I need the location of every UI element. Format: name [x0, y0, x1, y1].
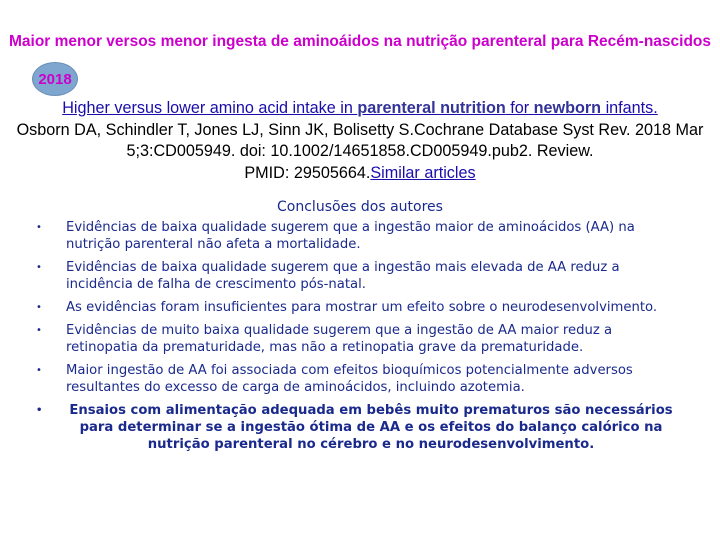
bullet-text: Maior ingestão de AA foi associada com efeitos bioquímicos potencialmente adversos resultantes do excesso de carga de aminoácidos, incluindo azotemia.: [66, 363, 633, 395]
bullet-icon: •: [36, 365, 42, 376]
conclusions-list: [36, 219, 676, 459]
list-item: [36, 362, 676, 396]
bullet-icon: •: [36, 302, 42, 313]
list-item: [36, 259, 676, 293]
bullet-text: Evidências de baixa qualidade sugerem que a ingestão maior de aminoácidos (AA) na nutrição parenteral não afeta a mortalidade.: [66, 220, 635, 252]
bullet-icon: •: [36, 405, 43, 416]
reference-title-part3: for: [505, 99, 534, 117]
list-item: [36, 322, 676, 356]
year-badge: 2018: [32, 62, 78, 96]
bullet-text: Ensaios com alimentação adequada em bebês muito prematuros são necessários para determinar se a ingestão ótima de AA e os efeitos do balanço calórico na nutrição parenteral no cérebro e no neurodesenvolvimento.: [69, 403, 673, 452]
similar-articles-link[interactable]: Similar articles: [370, 163, 476, 182]
bullet-icon: •: [36, 325, 42, 336]
bullet-text: As evidências foram insuficientes para mostrar um efeito sobre o neurodesenvolvimento.: [66, 300, 658, 315]
reference-title-part5: infants.: [601, 99, 658, 117]
conclusions-heading: Conclusões dos autores: [277, 199, 443, 215]
list-item: [36, 402, 676, 453]
reference-title-part1: Higher versus lower amino acid intake in: [62, 99, 358, 117]
reference-authors: Osborn DA, Schindler T, Jones LJ, Sinn JK, Bolisetty S.Cochrane Database Syst Rev. 2018 Mar 5;3:CD005949. doi: 10.1002/14651858.CD005949.pub2. Review.: [16, 120, 704, 160]
reference-title-part4: newborn: [533, 99, 602, 117]
reference-pmid: PMID: 29505664.: [244, 163, 371, 182]
bullet-text: Evidências de baixa qualidade sugerem que a ingestão mais elevada de AA reduz a incidência de falha de crescimento pós-natal.: [66, 260, 620, 292]
list-item: [36, 299, 676, 316]
list-item: [36, 219, 676, 253]
bullet-icon: •: [36, 262, 42, 273]
reference-title[interactable]: [62, 99, 658, 117]
bullet-text: Evidências de muito baixa qualidade sugerem que a ingestão de AA maior reduz a retinopatia da prematuridade, mas não a retinopatia grave da prematuridade.: [66, 323, 613, 355]
reference-title-part2: parenteral nutrition: [357, 99, 506, 117]
slide-title: Maior menor versos menor ingesta de aminoáidos na nutrição parenteral para Recém-nascidos: [8, 33, 712, 50]
reference-block: [0, 98, 720, 184]
bullet-icon: •: [36, 222, 42, 233]
